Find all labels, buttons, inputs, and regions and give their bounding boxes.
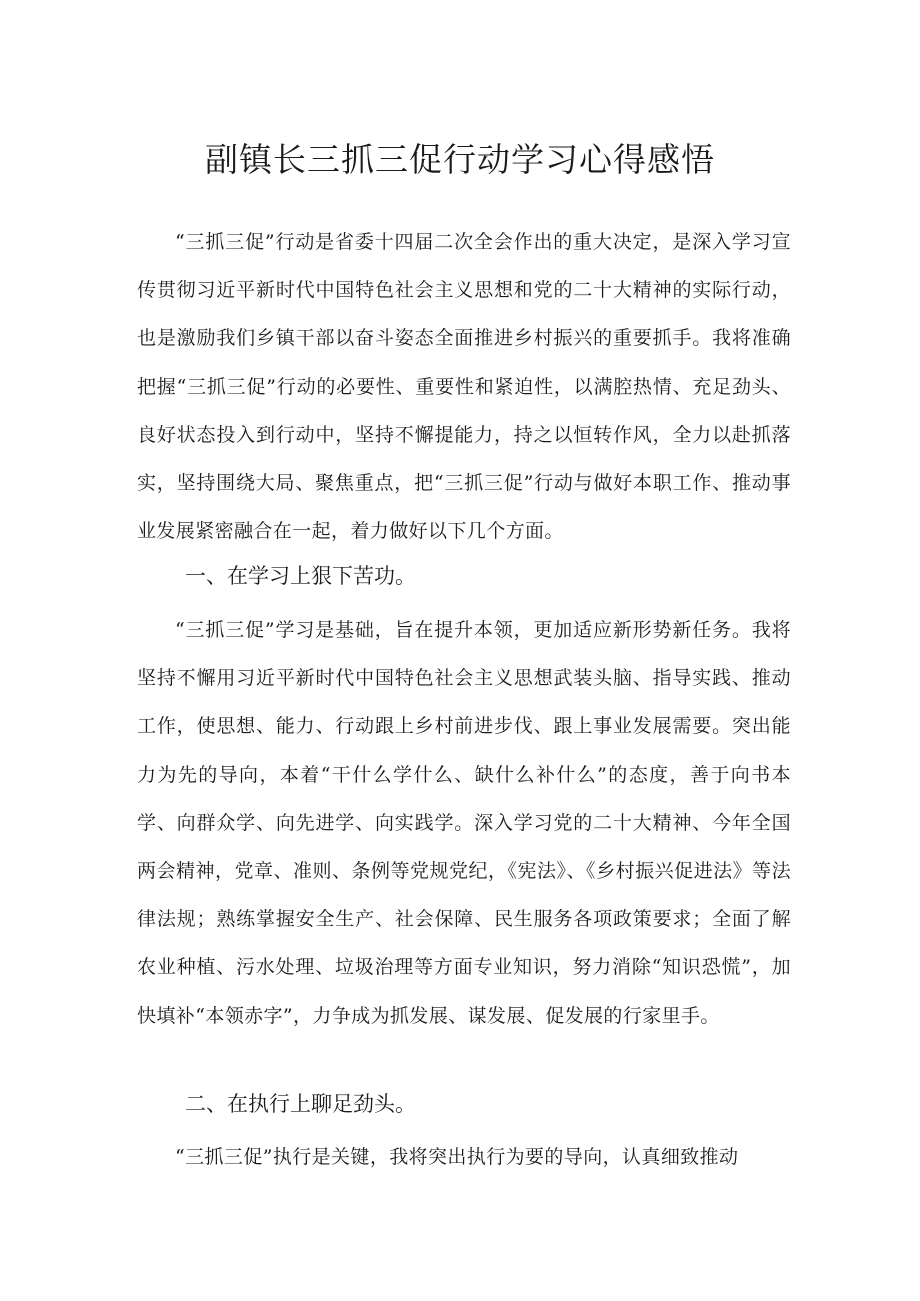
paragraph-study: “三抓三促”学习是基础，旨在提升本领，更加适应新形势新任务。我将坚持不懈用习近平新时代中国特色社会主义思想武装头脑、指导实践、推动工作，使思想、能力、行动跟上乡村前进步伐、跟上事业发展需要。突出能力为先的导向，本着“干什么学什么、缺什么补什么”的态度，善于向书本学、向群众学、向先进学、向实践学。深入学习党的二十大精神、今年全国两会精神，党章、准则、条例等党规党纪，《宪法》、《乡村振兴促进法》等法律法规；熟练掌握安全生产、社会保障、民生服务各项政策要求；全面了解农业种植、污水处理、垃圾治理等方面专业知识，努力消除“知识恐慌”，加快填补“本领赤字”，力争成为抓发展、谋发展、促发展的行家里手。 [137, 619, 791, 1027]
document-title: 副镇长三抓三促行动学习心得感悟 [205, 140, 715, 179]
paragraph-execution: “三抓三促”执行是关键，我将突出执行为要的导向，认真细致推动 [175, 1146, 739, 1168]
section-heading-study: 一、在学习上狠下苦功。 [185, 564, 416, 588]
section-heading-execution: 二、在执行上聊足劲头。 [185, 1092, 416, 1116]
paragraph-intro: “三抓三促”行动是省委十四届二次全会作出的重大决定，是深入学习宣传贯彻习近平新时代中国特色社会主义思想和党的二十大精神的实际行动，也是激励我们乡镇干部以奋斗姿态全面推进乡村振兴的重要抓手。我将准确把握“三抓三促”行动的必要性、重要性和紧迫性，以满腔热情、充足劲头、良好状态投入到行动中，坚持不懈提能力，持之以恒转作风，全力以赴抓落实，坚持围绕大局、聚焦重点，把“三抓三促”行动与做好本职工作、推动事业发展紧密融合在一起，着力做好以下几个方面。 [137, 231, 791, 543]
